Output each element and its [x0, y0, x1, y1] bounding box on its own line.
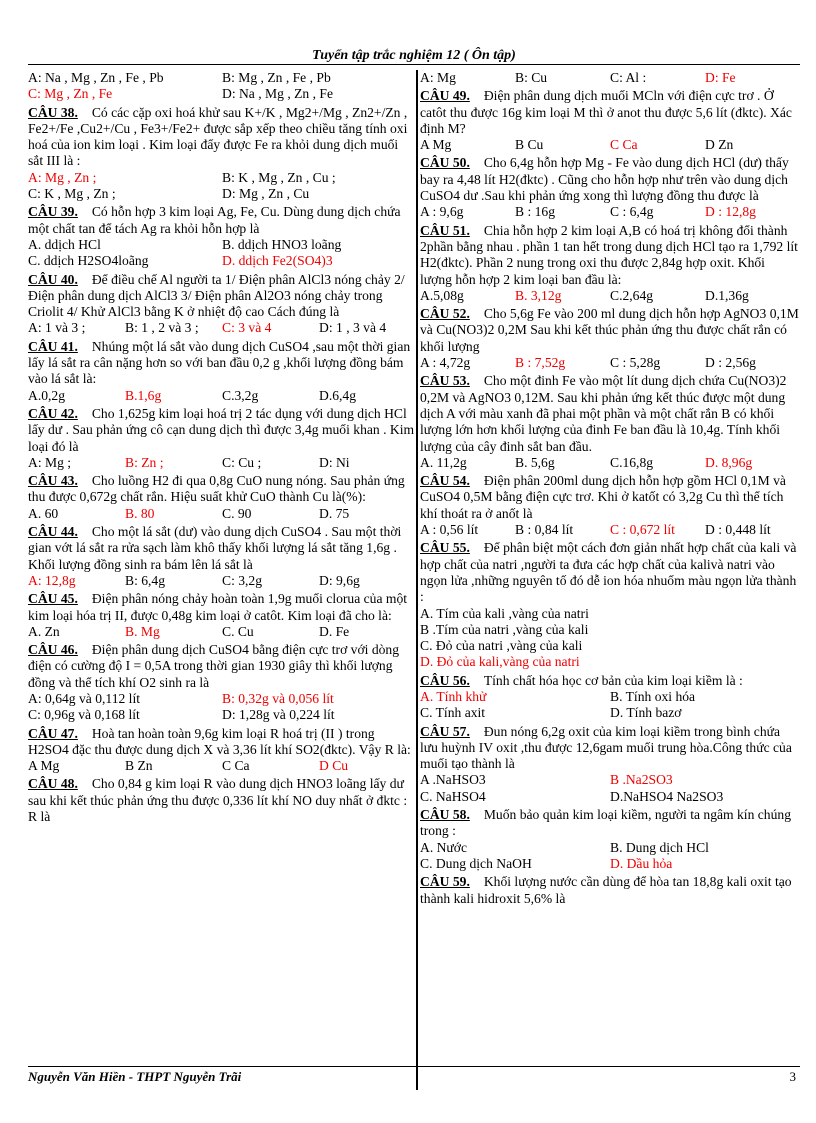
question-stem — [28, 642, 416, 691]
question-stem — [420, 540, 800, 605]
answer-option: A. 11,2g — [420, 454, 467, 470]
question-item — [28, 726, 416, 775]
question-text: Điện phân dung dịch CuSO4 bằng điện cực trơ với dòng điện có cường độ I = 0,5A trong thời gian 1930 giây thì khối lượng đồng và thể tích khí O2 sinh ra là — [28, 642, 400, 690]
question-item — [420, 473, 800, 538]
question-text: Tính chất hóa học cơ bản của kim loại kiềm là : — [483, 672, 743, 688]
question-text: Đun nóng 6,2g oxit của kim loại kiềm trong bình chứa lưu huỳnh IV oxit ,thu được 12,6gam muối trung hòa.Công thức của muối tạo thành là — [420, 723, 792, 772]
answer-options — [420, 455, 800, 471]
answer-option: A .NaHSO3 — [420, 772, 486, 788]
question-text: Điện phân dung dịch muối MCln với điện cực trơ . Ở catôt thu được 16g kim loại M thì ở anot thu được 5,6 lít (đktc). Xác định M? — [420, 88, 792, 136]
question-text: Nhúng một lá sắt vào dung dịch CuSO4 ,sau một thời gian lấy lá sắt ra cân nặng hơn so với ban đầu 0,2 g ,khối lượng đồng bám vào lá sắt là: — [28, 338, 411, 387]
correct-answer-option: D Cu — [319, 758, 349, 774]
question-stem — [420, 807, 800, 840]
answer-option: B Cu — [515, 137, 544, 153]
question-number: CÂU 57. — [420, 723, 470, 739]
question-text: Để phân biệt một cách đơn giản nhất hợp chất của kali và hợp chất của natri ,người ta đưa các hợp chất của kalivà natri vào ngọn lửa ,những nguyên tố đó dễ ion hóa nhuốm màu ngọn lửa thành : — [420, 540, 797, 605]
question-number: CÂU 45. — [28, 591, 78, 607]
question-item — [420, 88, 800, 153]
answer-option: D : 2,56g — [705, 355, 756, 371]
answer-option: B Zn — [125, 758, 153, 774]
answer-option: A: Na , Mg , Zn , Fe , Pb — [28, 70, 164, 85]
left-column — [28, 70, 416, 827]
question-stem — [420, 724, 800, 773]
answer-option: C.3,2g — [222, 387, 259, 403]
question-number: CÂU 49. — [420, 88, 470, 104]
question-item — [28, 105, 416, 203]
answer-option: D: Mg , Zn , Cu — [222, 186, 310, 202]
question-item — [28, 204, 416, 269]
answer-options — [28, 691, 416, 724]
answer-option: A.5,08g — [420, 287, 464, 303]
question-text: Hoà tan hoàn toàn 9,6g kim loại R hoá trị (II ) trong H2SO4 đặc thu được dung dịch X và 3,36 lít khí SO2(đktc). Vậy R là: — [28, 725, 411, 757]
answer-option: C. Dung dịch NaOH — [420, 855, 532, 871]
answer-options — [420, 606, 800, 671]
answer-option: D: Na , Mg , Zn , Fe — [222, 86, 334, 102]
question-text: Cho một đinh Fe vào một lít dung dịch chứa Cu(NO3)2 0,2M và AgNO3 0,12M. Sau khi phản ứng kết thúc được một dung dịch A với màu xanh đã phai một phần và một chất rắn B có khối lượng lớn hơn khối lượng của đinh Fe ban đầu là 10,4g. Tính khối lượng của cây đinh sắt ban đầu. — [420, 373, 787, 454]
question-stem — [28, 726, 416, 759]
question-item — [28, 339, 416, 404]
answer-option: D.1,36g — [705, 287, 749, 303]
answer-options — [28, 170, 416, 203]
question-number: CÂU 39. — [28, 204, 78, 220]
answer-option: C : 6,4g — [610, 204, 654, 220]
question-number: CÂU 46. — [28, 642, 78, 658]
correct-answer-option: B. Mg — [125, 623, 160, 639]
answer-option: B: 6,4g — [125, 572, 166, 588]
question-stem — [420, 155, 800, 204]
question-text: Khối lượng nước cần dùng để hòa tan 18,8g kali oxit tạo thành kali hidroxit 5,6% là — [420, 874, 792, 906]
question-text: Cho 0,84 g kim loại R vào dung dịch HNO3 loãng lấy dư sau khi kết thúc phản ứng thu được 0,336 lít khí NO duy nhất ở đktc : R là — [28, 776, 408, 825]
question-text: Cho một lá sắt (dư) vào dung dịch CuSO4 . Sau một thời gian vớt lá sắt ra rửa sạch làm khô thấy khối lượng lá sắt tăng 1,6g . Khối lượng đồng sinh ra bám lên lá sắt là — [28, 524, 402, 572]
answer-option: C.2,64g — [610, 287, 654, 303]
answer-option: A: Mg — [420, 70, 456, 85]
question-stem — [420, 88, 800, 137]
question-item — [420, 373, 800, 471]
question-stem — [420, 306, 800, 355]
answer-option: C: 0,96g và 0,168 lít — [28, 707, 140, 723]
question-item — [420, 874, 800, 907]
question-item — [420, 807, 800, 872]
question-item — [28, 591, 416, 640]
answer-options — [28, 388, 416, 404]
answer-option: A : 4,72g — [420, 355, 471, 371]
answer-options — [28, 455, 416, 471]
question-stem — [420, 874, 800, 907]
correct-answer-option: A: 12,8g — [28, 572, 76, 588]
answer-option: C : 5,28g — [610, 355, 661, 371]
question-text: Chia hỗn hợp 2 kim loại A,B có hoá trị không đổi thành 2phần bằng nhau . phần 1 tan hết trong dung dịch HCl tạo ra 1,792 lít H2(đktc). Phần 2 nung trong oxi thu được 2,84g hợp oxit. Khối lượng hỗn hợp 2 kim loại ban đầu là: — [420, 222, 798, 287]
answer-option: A. Tím của kali ,vàng của natri — [420, 605, 589, 621]
question-number: CÂU 47. — [28, 725, 78, 741]
answer-option: D Zn — [705, 137, 734, 153]
answer-options — [420, 288, 800, 304]
answer-option: A : 9,6g — [420, 204, 464, 220]
answer-option: C Ca — [222, 758, 250, 774]
question-item — [420, 155, 800, 220]
question-item — [420, 673, 800, 722]
answer-option: B: K , Mg , Zn , Cu ; — [222, 169, 336, 185]
question-stem — [420, 473, 800, 522]
answer-option: A. ddịch HCl — [28, 236, 101, 252]
answer-options — [28, 758, 416, 774]
answer-option: B. 5,6g — [515, 454, 555, 470]
answer-option: C. Cu — [222, 623, 254, 639]
correct-answer-option: D. Đỏ của kali,vàng của natri — [420, 654, 580, 670]
answer-option: C: Cu ; — [222, 454, 262, 470]
answer-option: D.NaHSO4 Na2SO3 — [610, 788, 724, 804]
page-header: Tuyển tập trắc nghiệm 12 ( Ôn tập) — [28, 36, 800, 65]
answer-option: D.6,4g — [319, 387, 357, 403]
answer-options — [420, 772, 800, 805]
column-divider — [416, 70, 418, 1090]
question-item — [28, 473, 416, 522]
question-item — [420, 724, 800, 805]
question-item — [420, 540, 800, 670]
question-stem — [28, 591, 416, 624]
question-number: CÂU 54. — [420, 473, 470, 489]
right-column — [420, 70, 800, 909]
answer-option: A. 60 — [28, 505, 59, 521]
correct-answer-option: B: 0,32g và 0,056 lít — [222, 690, 334, 706]
question-stem — [28, 776, 416, 825]
question-item — [28, 642, 416, 723]
question-item — [420, 306, 800, 371]
question-number: CÂU 48. — [28, 776, 78, 792]
question-number: CÂU 43. — [28, 473, 78, 489]
answer-options — [420, 204, 800, 220]
question-stem — [28, 105, 416, 170]
question-number: CÂU 42. — [28, 405, 78, 421]
answer-options — [28, 70, 416, 103]
correct-answer-option: B. 3,12g — [515, 287, 562, 303]
answer-options — [420, 137, 800, 153]
correct-answer-option: C : 0,672 lít — [610, 522, 675, 538]
question-item — [28, 70, 416, 103]
answer-option: B .Tím của natri ,vàng của kali — [420, 621, 589, 637]
question-item — [28, 524, 416, 589]
answer-options — [28, 320, 416, 336]
question-stem — [28, 473, 416, 506]
answer-options — [420, 689, 800, 722]
question-item — [420, 223, 800, 304]
answer-option: B. Tính oxi hóa — [610, 688, 696, 704]
question-number: CÂU 52. — [420, 306, 470, 322]
question-number: CÂU 56. — [420, 672, 470, 688]
answer-options — [28, 624, 416, 640]
answer-option: C.16,8g — [610, 454, 654, 470]
answer-option: B : 0,84 lít — [515, 522, 574, 538]
question-text: Cho 5,6g Fe vào 200 ml dung dịch hỗn hợp AgNO3 0,1M và Cu(NO3)2 0,2M Sau khi kết thúc phản ứng thu được chất rắn có khối lượng — [420, 306, 799, 354]
question-stem — [28, 339, 416, 388]
answer-option: B : 16g — [515, 204, 556, 220]
correct-answer-option: B. 80 — [125, 505, 155, 521]
answer-option: B: 1 , 2 và 3 ; — [125, 320, 199, 336]
answer-option: A. Zn — [28, 623, 60, 639]
answer-option: B: Cu — [515, 70, 548, 85]
answer-option: A : 0,56 lít — [420, 522, 479, 538]
answer-option: C: Al : — [610, 70, 647, 85]
correct-answer-option: C: Mg , Zn , Fe — [28, 86, 113, 102]
answer-options — [28, 573, 416, 589]
answer-options — [420, 355, 800, 371]
answer-option: A: 0,64g và 0,112 lít — [28, 690, 141, 706]
answer-option: A.0,2g — [28, 387, 66, 403]
correct-answer-option: D. 8,96g — [705, 454, 753, 470]
question-number: CÂU 44. — [28, 524, 78, 540]
question-number: CÂU 55. — [420, 540, 470, 556]
answer-option: D: Ni — [319, 454, 350, 470]
correct-answer-option: C Ca — [610, 137, 638, 153]
question-number: CÂU 38. — [28, 104, 78, 120]
correct-answer-option: D. ddịch Fe2(SO4)3 — [222, 253, 333, 269]
question-number: CÂU 50. — [420, 155, 470, 171]
question-number: CÂU 40. — [28, 271, 78, 287]
page-footer — [28, 1066, 800, 1087]
question-number: CÂU 58. — [420, 807, 470, 823]
question-stem — [28, 406, 416, 455]
correct-answer-option: B : 7,52g — [515, 355, 566, 371]
question-text: Cho 1,625g kim loại hoá trị 2 tác dụng với dung dịch HCl lấy dư . Sau phản ứng cô cạn dung dịch thì được 3,4g muối khan . Kim loại đó là — [28, 405, 415, 454]
answer-option: A Mg — [420, 137, 452, 153]
question-text: Cho luồng H2 đi qua 0,8g CuO nung nóng. Sau phản ứng thu được 0,672g chất rắn. Hiệu suất khử CuO thành Cu là(%): — [28, 473, 405, 505]
answer-option: D. Fe — [319, 623, 350, 639]
answer-option: C. Đỏ của natri ,vàng của kali — [420, 638, 583, 654]
question-text: Muốn bảo quản kim loại kiềm, người ta ngâm kín chúng trong : — [420, 807, 791, 839]
correct-answer-option: D. Dầu hỏa — [610, 855, 673, 871]
answer-option: C: 3,2g — [222, 572, 263, 588]
answer-option: D : 0,448 lít — [705, 522, 771, 538]
question-item — [420, 70, 800, 86]
question-item — [28, 272, 416, 337]
question-stem — [420, 223, 800, 288]
correct-answer-option: D : 12,8g — [705, 204, 756, 220]
answer-option: D: 9,6g — [319, 572, 360, 588]
answer-options — [420, 70, 800, 86]
answer-option: A: 1 và 3 ; — [28, 320, 86, 336]
answer-option: C. Tính axit — [420, 705, 486, 721]
question-text: Cho 6,4g hỗn hợp Mg - Fe vào dung dịch HCl (dư) thấy bay ra 4,48 lít H2(đktc) . Cũng cho hỗn hợp như trên vào dung dịch CuSO4 dư .Sau khi phản ứng xong thì lượng đồng thu được là — [420, 155, 789, 204]
correct-answer-option: A: Mg , Zn ; — [28, 169, 97, 185]
correct-answer-option: D: Fe — [705, 70, 736, 85]
document-page — [28, 36, 800, 1086]
answer-option: C. NaHSO4 — [420, 788, 486, 804]
question-item — [28, 406, 416, 471]
answer-options — [28, 506, 416, 522]
question-stem — [420, 373, 800, 454]
answer-option: C. ddịch H2SO4loãng — [28, 253, 149, 269]
question-stem — [28, 204, 416, 237]
page-number: 3 — [789, 1069, 796, 1084]
correct-answer-option: B .Na2SO3 — [610, 772, 673, 788]
answer-option: A: Mg ; — [28, 454, 72, 470]
question-text: Có các cặp oxi hoá khử sau K+/K , Mg2+/Mg , Zn2+/Zn , Fe2+/Fe ,Cu2+/Cu , Fe3+/Fe2+ được sắp xếp theo chiều tăng tính oxi hoá của ion kim loại . Kim loại đẩy được Fe ra khỏi dung dịch muối sắt III là : — [28, 104, 408, 169]
correct-answer-option: C: 3 và 4 — [222, 320, 272, 336]
answer-option: A. Nước — [420, 839, 468, 855]
question-text: Có hỗn hợp 3 kim loại Ag, Fe, Cu. Dùng dung dịch chứa một chất tan để tách Ag ra khỏi hỗn hợp là — [28, 204, 401, 236]
answer-option: A Mg — [28, 758, 60, 774]
answer-option: D. 75 — [319, 505, 350, 521]
answer-option: D: 1,28g và 0,224 lít — [222, 707, 335, 723]
correct-answer-option: A. Tính khử — [420, 688, 487, 704]
question-number: CÂU 41. — [28, 338, 78, 354]
question-text: Để điều chế Al người ta 1/ Điện phân AlCl3 nóng chảy 2/ Điện phân dung dịch AlCl3 3/ Điện phân Al2O3 nóng chảy trong Criolit 4/ Khử AlCl3 bằng K ở nhiệt độ cao Cách đúng là — [28, 271, 405, 320]
correct-answer-option: B.1,6g — [125, 387, 162, 403]
question-text: Điện phân nóng chảy hoàn toàn 1,9g muối clorua của một kim loại hóa trị II, được 0,48g kim loại ở catôt. Kim loại đã cho là: — [28, 591, 408, 623]
correct-answer-option: B: Zn ; — [125, 454, 164, 470]
question-number: CÂU 51. — [420, 222, 470, 238]
answer-option: C: K , Mg , Zn ; — [28, 186, 116, 202]
question-number: CÂU 53. — [420, 373, 470, 389]
answer-option: B: Mg , Zn , Fe , Pb — [222, 70, 331, 85]
question-item — [28, 776, 416, 825]
question-number: CÂU 59. — [420, 874, 470, 890]
question-stem — [28, 272, 416, 321]
answer-option: D. Tính bazơ — [610, 705, 682, 721]
footer-author: Nguyễn Văn Hiền - THPT Nguyễn Trãi — [28, 1069, 242, 1084]
answer-option: C. 90 — [222, 505, 252, 521]
answer-options — [420, 522, 800, 538]
question-stem — [420, 673, 800, 689]
answer-options — [28, 237, 416, 270]
answer-options — [420, 840, 800, 873]
question-stem — [28, 524, 416, 573]
question-text: Điện phân 200ml dung dịch hỗn hợp gồm HCl 0,1M và CuSO4 0,5M bằng điện cực trơ. Khi ở katốt có 3,2g Cu thì thể tích khí thoát ra ở anốt là — [420, 473, 786, 521]
answer-option: B. ddịch HNO3 loãng — [222, 236, 342, 252]
answer-option: D: 1 , 3 và 4 — [319, 320, 387, 336]
answer-option: B. Dung dịch HCl — [610, 839, 709, 855]
